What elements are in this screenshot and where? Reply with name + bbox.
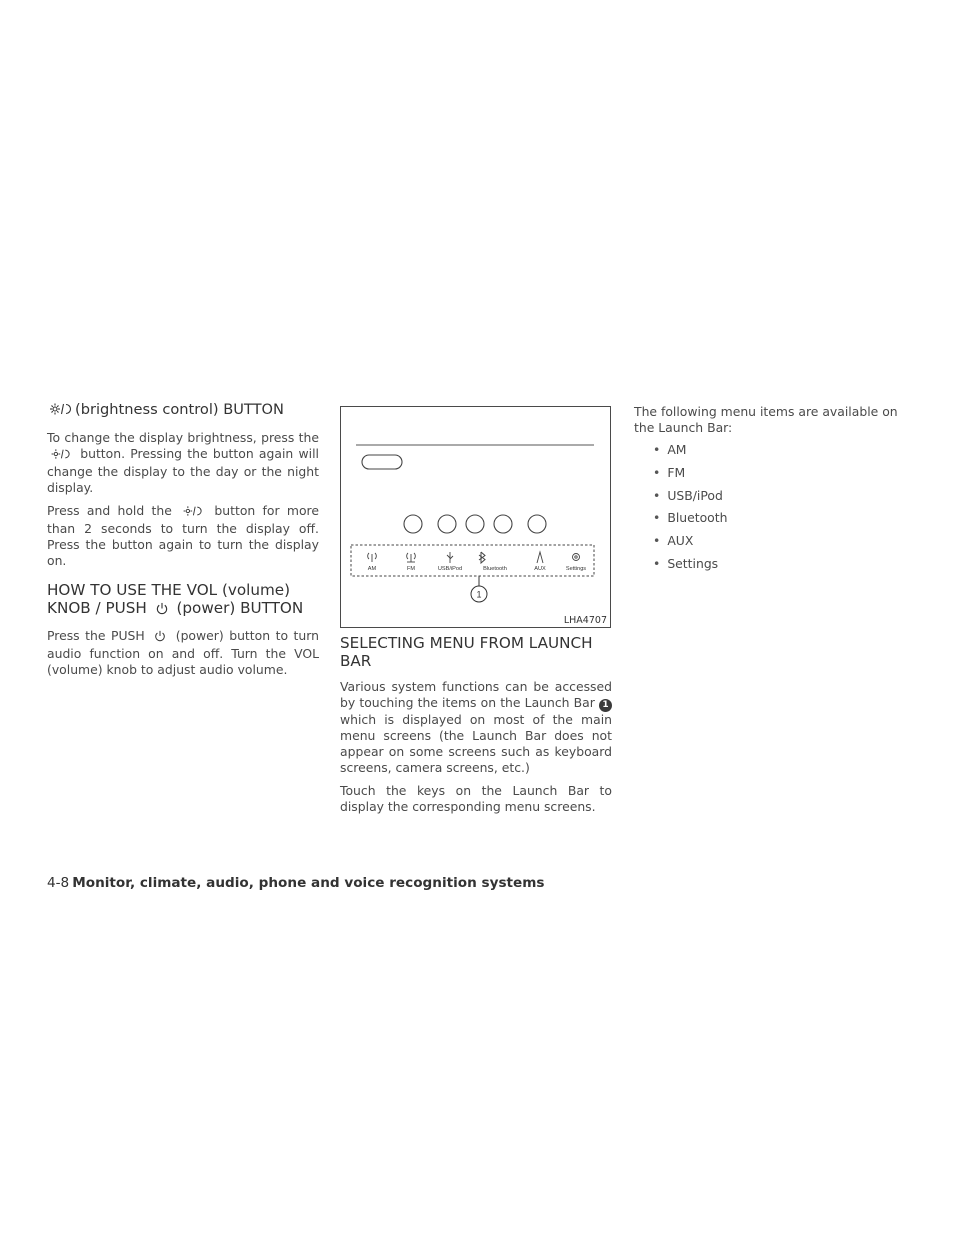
volume-heading: HOW TO USE THE VOL (volume) KNOB / PUSH (power) BUTTON [47,581,304,617]
volume-para: Press the PUSH (power) button to turn audio function on and off. Turn the VOL (volume) knob to adjust audio volume. [47,628,319,677]
launch-para-2: Touch the keys on the Launch Bar to display the corresponding menu screens. [340,783,612,814]
launch-bar-label: USB/iPod [437,566,463,572]
usb-icon [447,552,453,563]
fm-icon [407,553,416,562]
bluetooth-icon [479,552,485,563]
brightness-para-2: Press and hold the button for more than 2 seconds to turn the display off. Press the button again to turn the display on. [47,503,319,568]
launch-bar-label: AUX [534,566,546,572]
power-icon [155,601,169,619]
figure-code: LHA4707 [563,615,607,626]
launch-bar-label: Settings [565,566,587,572]
launch-bar-label: FM [406,566,416,572]
launch-heading: SELECTING MENU FROM LAUNCH BAR [340,634,593,670]
page-footer [47,875,545,891]
list-item: • AUX [653,533,912,549]
list-item: • FM [653,465,912,481]
list-item: • AM [653,442,912,458]
menu-list [634,442,912,572]
column-left [47,400,319,685]
brightness-icon [182,505,204,521]
section-title: Monitor, climate, audio, phone and voice recognition systems [72,875,545,891]
aux-icon [537,552,543,563]
power-icon [153,630,167,646]
menu-intro: The following menu items are available on the Launch Bar: [634,404,898,435]
column-middle [340,634,612,822]
column-right [634,404,912,579]
page-number: 4-8 [47,875,70,891]
launch-bar-figure [340,406,611,628]
list-item: • Bluetooth [653,510,912,526]
brightness-icon [50,402,72,421]
launch-bar-illustration [341,407,610,627]
launch-para-1: Various system functions can be accessed by touching the items on the Launch Bar 1 which is displayed on most of the main menu screens (the Launch Bar does not appear on some screens such as keyboard screens, camera screens, etc.) [340,679,612,775]
brightness-para-1: To change the display brightness, press the button. Pressing the button again will change the display to the day or the night display. [47,430,319,495]
launch-bar-label: AM [367,566,377,572]
launch-bar-label: Bluetooth [483,566,507,572]
settings-icon [573,554,580,561]
callout-badge: 1 [599,699,612,712]
brightness-heading: (brightness control) BUTTON [47,400,319,421]
am-icon [368,553,377,562]
callout-number: 1 [476,589,482,600]
brightness-icon [50,448,72,464]
list-item: • USB/iPod [653,488,912,504]
list-item: • Settings [653,556,912,572]
